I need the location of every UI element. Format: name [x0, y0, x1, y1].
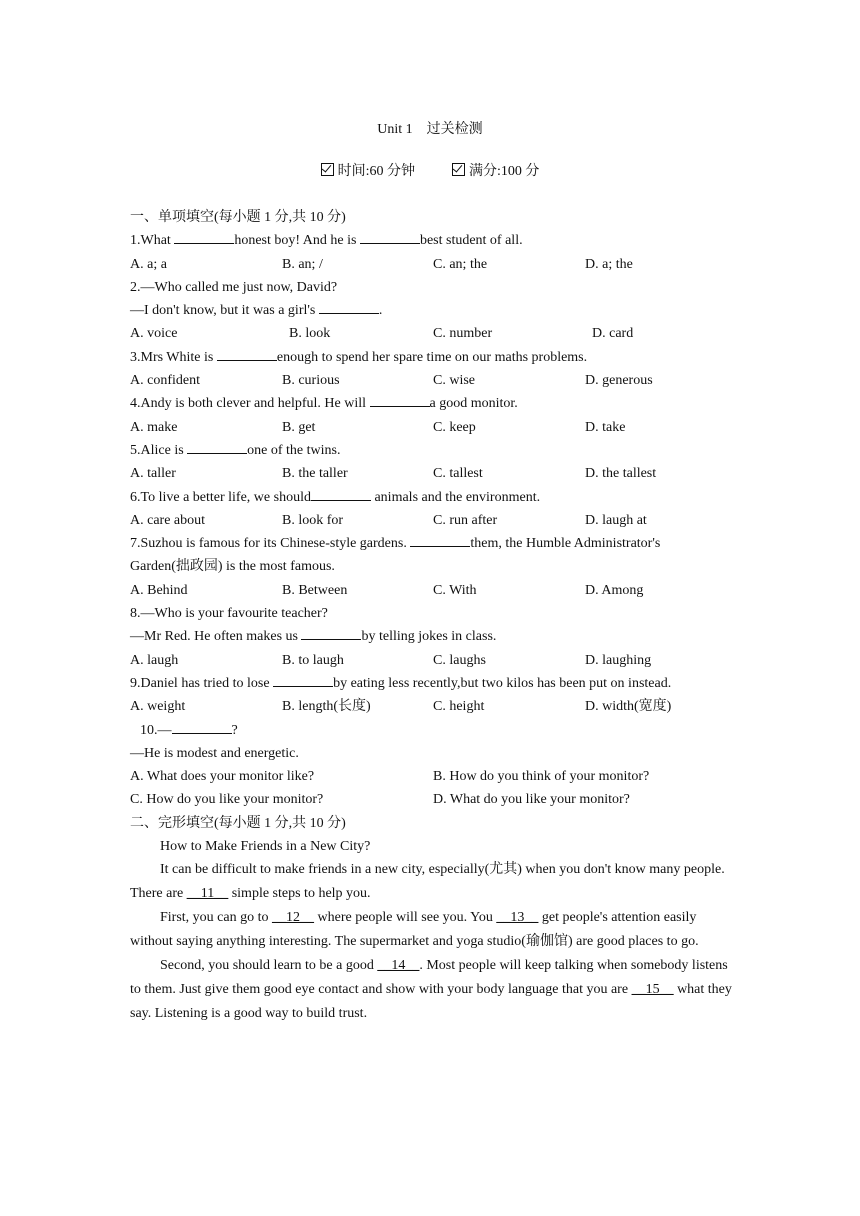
option: C. How do you like your monitor? [130, 792, 324, 808]
question-2: 2.—Who called me just now, David? [130, 279, 338, 295]
question-7: 7.Suzhou is famous for its Chinese-style gardens. them, the Humble Administrator's [130, 536, 661, 552]
question-8: 8.—Who is your favourite teacher? [130, 606, 328, 622]
option: A. voice [130, 326, 178, 342]
blank-15: __15__ [631, 982, 674, 998]
option: A. What does your monitor like? [130, 769, 315, 785]
option: A. make [130, 419, 178, 435]
options-7 [130, 579, 740, 602]
checkbox-icon [452, 163, 465, 176]
option: A. Behind [130, 582, 188, 598]
option: B. the taller [282, 466, 348, 482]
option: C. wise [433, 373, 475, 389]
cloze-passage [130, 858, 740, 1026]
blank-14: __14__ [377, 958, 420, 974]
section-heading: 一、单项填空(每小题 1 分,共 10 分) [130, 210, 346, 225]
option: A. care about [130, 512, 206, 528]
option: D. laugh at [585, 512, 647, 528]
blank-11: __11__ [186, 886, 229, 902]
option: C. height [433, 699, 485, 715]
time-limit: 时间:60 分钟 [337, 164, 415, 179]
option: A. taller [130, 466, 176, 482]
option: B. curious [282, 373, 340, 389]
options-1 [130, 253, 740, 276]
option: D. card [592, 326, 634, 342]
option: B. get [282, 419, 316, 435]
question-10-line2: —He is modest and energetic. [130, 745, 299, 761]
options-10-row1 [130, 765, 740, 788]
options-10-row2 [130, 788, 740, 811]
paragraph: It can be difficult to make friends in a new city, especially(尤其) when you don't know many people. There are __11__ simple steps to help you. [130, 862, 725, 902]
option: A. weight [130, 699, 186, 715]
checkbox-icon [321, 163, 334, 176]
question-2-line2: —I don't know, but it was a girl's . [130, 303, 383, 319]
option: B. How do you think of your monitor? [433, 769, 650, 785]
option: A. a; a [130, 256, 167, 272]
option: D. the tallest [585, 466, 657, 482]
option: D. laughing [585, 652, 652, 668]
blank-13: __13__ [496, 910, 539, 926]
section-heading: 二、完形填空(每小题 1 分,共 10 分) [130, 815, 346, 831]
option: D. a; the [585, 256, 633, 272]
question-7-line2: Garden(拙政园) is the most famous. [130, 559, 335, 575]
option: D. width(宽度) [585, 699, 672, 715]
option: C. keep [433, 419, 476, 435]
option: B. look [289, 326, 331, 342]
paragraph: Second, you should learn to be a good __14__. Most people will keep talking when somebody listens to them. Just give them good eye contact and show with your body language that you are __15__ what they say. Listening is a good way to build trust. [130, 958, 732, 1022]
option: D. take [585, 419, 626, 435]
option: C. tallest [433, 466, 483, 482]
option: C. run after [433, 512, 498, 528]
question-9: 9.Daniel has tried to lose by eating less recently,but two kilos has been put on instead. [130, 675, 672, 691]
option: D. generous [585, 373, 653, 389]
option: B. look for [282, 512, 344, 528]
question-6: 6.To live a better life, we should animals and the environment. [130, 489, 541, 505]
blank-12: __12__ [272, 910, 314, 926]
exam-body [130, 206, 740, 1026]
option: D. Among [585, 582, 644, 598]
option: A. confident [130, 373, 200, 389]
option: D. What do you like your monitor? [433, 792, 630, 808]
question-10: 10.— ? [140, 722, 238, 738]
paragraph: First, you can go to __12__ where people will see you. You __13__ get people's attention easily without saying anything interesting. The supermarket and yoga studio(瑜伽馆) are good places to go. [130, 910, 699, 950]
option: C. an; the [433, 256, 488, 272]
exam-meta [0, 160, 860, 180]
options-2 [130, 322, 740, 345]
options-4 [130, 416, 740, 439]
option: C. laughs [433, 652, 486, 668]
question-4: 4.Andy is both clever and helpful. He will a good monitor. [130, 396, 518, 412]
options-8 [130, 649, 740, 672]
options-3 [130, 369, 740, 392]
question-1: 1.What honest boy! And he is best student of all. [130, 233, 523, 249]
option: B. an; / [282, 256, 323, 272]
question-8-line2: —Mr Red. He often makes us by telling jokes in class. [130, 629, 497, 645]
option: B. Between [282, 582, 348, 598]
passage-title: How to Make Friends in a New City? [160, 839, 371, 855]
question-3: 3.Mrs White is enough to spend her spare time on our maths problems. [130, 349, 588, 365]
question-5: 5.Alice is one of the twins. [130, 442, 341, 458]
option: C. number [433, 326, 493, 342]
option: A. laugh [130, 652, 179, 668]
option: B. length(长度) [282, 699, 371, 715]
option: C. With [433, 582, 477, 598]
page-title: Unit 1 过关检测 [377, 122, 483, 137]
options-5 [130, 462, 740, 485]
options-6 [130, 509, 740, 532]
full-score: 满分:100 分 [469, 164, 540, 179]
option: B. to laugh [282, 652, 344, 668]
options-9 [130, 695, 740, 718]
